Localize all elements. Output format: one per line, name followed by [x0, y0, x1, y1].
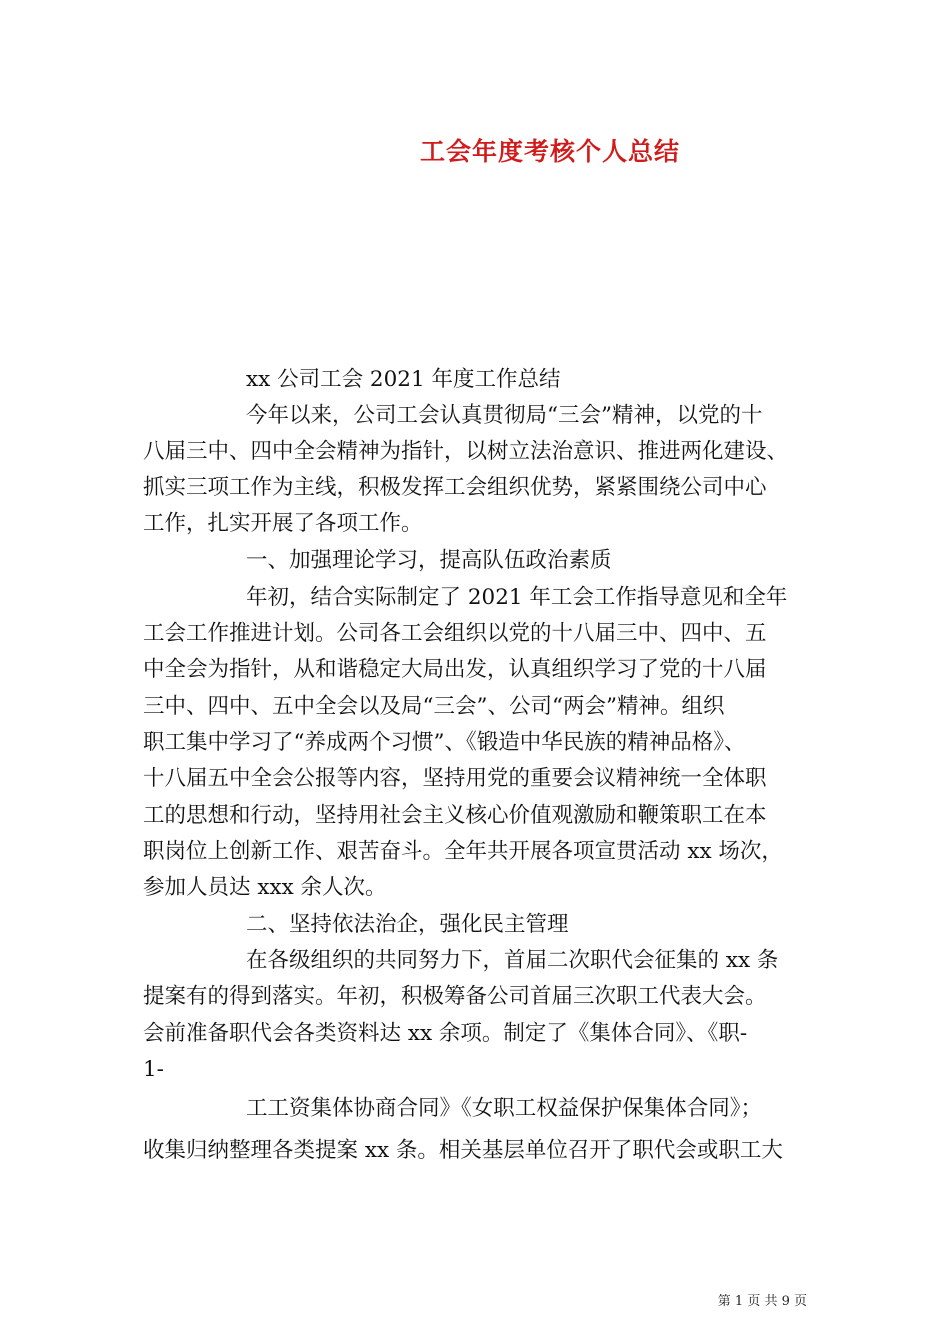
paragraph-line: 今年以来，公司工会认真贯彻局“三会”精神，以党的十 [246, 403, 763, 428]
paragraph-line: 职岗位上创新工作、艰苦奋斗。全年共开展各项宣贯活动 xx 场次， [143, 839, 783, 864]
paragraph-line: 会前准备职代会各类资料达 xx 余项。制定了《集体合同》、《职- [143, 1021, 748, 1046]
paragraph-line: 工工资集体协商合同》《女职工权益保护保集体合同》； [246, 1096, 763, 1121]
paragraph-line: 中全会为指针，从和谐稳定大局出发，认真组织学习了党的十八届 [143, 657, 767, 682]
paragraph-line: 工的思想和行动，坚持用社会主义核心价值观激励和鞭策职工在本 [143, 803, 767, 828]
paragraph-line: 职工集中学习了“养成两个习惯”、《锻造中华民族的精神品格》、 [143, 730, 746, 755]
paragraph-line: 八届三中、四中全会精神为指针，以树立法治意识、推进两化建设、 [143, 439, 789, 464]
paragraph-line: 在各级组织的共同努力下，首届二次职代会征集的 xx 条 [246, 948, 779, 973]
paragraph-line: 抓实三项工作为主线，积极发挥工会组织优势，紧紧围绕公司中心 [143, 475, 767, 500]
paragraph-line: 参加人员达 xxx 余人次。 [143, 875, 387, 900]
document-title: 工会年度考核个人总结 [419, 137, 680, 166]
section-heading-1: 一、加强理论学习，提高队伍政治素质 [246, 548, 612, 573]
paragraph-line: 三中、四中、五中全会以及局“三会”、公司“两会”精神。组织 [143, 694, 725, 719]
subtitle: xx 公司工会 2021 年度工作总结 [246, 367, 561, 392]
paragraph-line: 工作，扎实开展了各项工作。 [143, 511, 423, 536]
paragraph-line: 工会工作推进计划。公司各工会组织以党的十八届三中、四中、五 [143, 621, 767, 646]
page-number: 第 1 页 共 9 页 [717, 1294, 807, 1309]
section-heading-2: 二、坚持依法治企，强化民主管理 [246, 912, 569, 937]
paragraph-line: 十八届五中全会公报等内容，坚持用党的重要会议精神统一全体职 [143, 766, 767, 791]
paragraph-line: 年初，结合实际制定了 2021 年工会工作指导意见和全年 [246, 585, 788, 610]
paragraph-line: 1- [143, 1057, 164, 1082]
paragraph-line: 收集归纳整理各类提案 xx 条。相关基层单位召开了职代会或职工大 [143, 1138, 783, 1163]
paragraph-line: 提案有的得到落实。年初，积极筹备公司首届三次职工代表大会。 [143, 984, 767, 1009]
